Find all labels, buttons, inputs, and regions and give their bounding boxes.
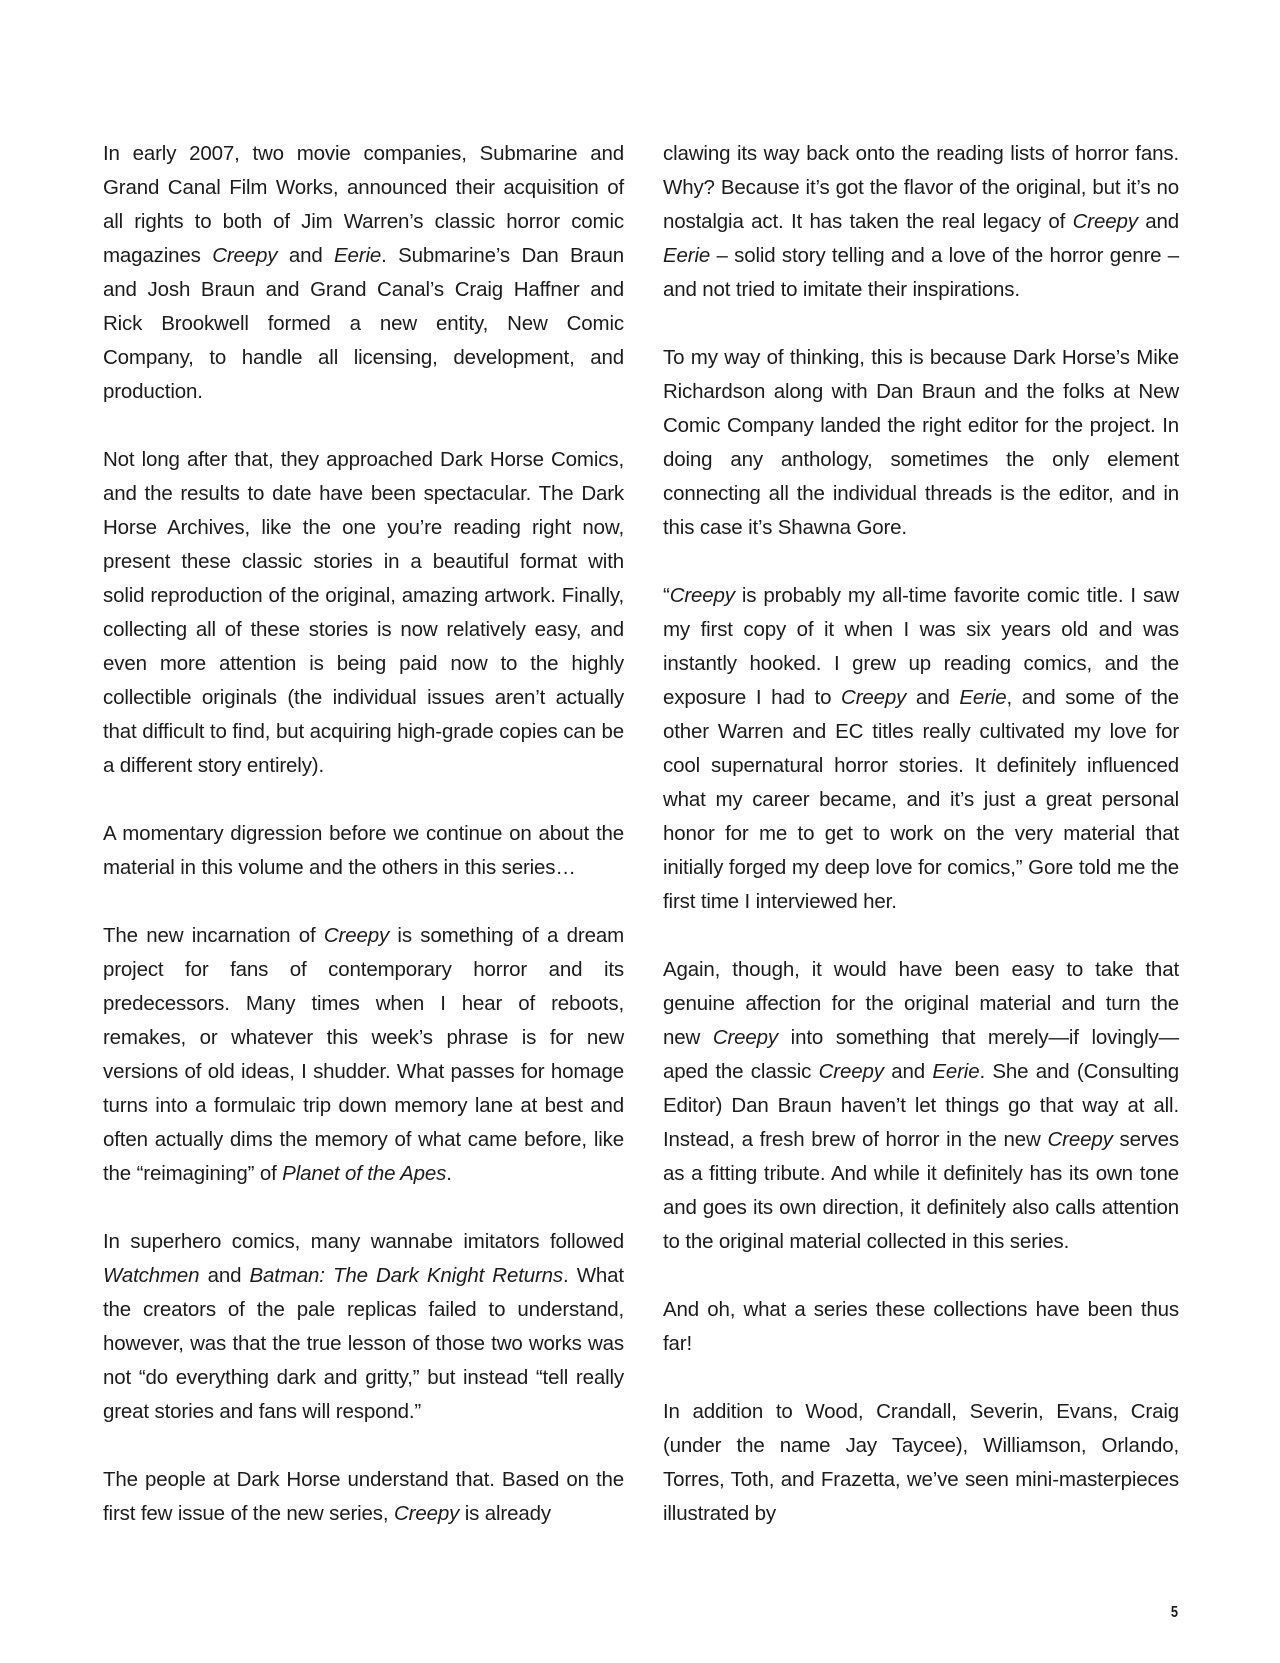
- paragraph: clawing its way back onto the reading lists of horror fans. Why? Because it’s got the flavor of the original, but it’s no nostalgia act. It has taken the real legacy of Creepy and Eerie – solid story telling and a love of the horror genre – and not tried to imitate their inspirations.: [663, 142, 1179, 301]
- paragraph: Not long after that, they approached Dark Horse Comics, and the results to date have been spectacular. The Dark Horse Archives, like the one you’re reading right now, present these classic stories in a beautiful format with solid reproduction of the original, amazing artwork. Finally, collecting all of these stories is now relatively easy, and even more attention is being paid now to the highly collectible originals (the individual issues aren’t actually that difficult to find, but acquiring high-grade copies can be a different story entirely).: [103, 448, 624, 777]
- paragraph: In superhero comics, many wannabe imitators followed Watchmen and Batman: The Dark Knight Returns. What the creators of the pale replicas failed to understand, however, was that the true lesson of those two works was not “do everything dark and gritty,” but instead “tell really great stories and fans will respond.”: [103, 1230, 624, 1423]
- page-number: 5: [1170, 1604, 1179, 1621]
- paragraph: Again, though, it would have been easy to take that genuine affection for the original material and turn the new Creepy into something that merely—if lovingly—aped the classic Creepy and Eerie. She and (Consulting Editor) Dan Braun haven’t let things go that way at all. Instead, a fresh brew of horror in the new Creepy serves as a fitting tribute. And while it definitely has its own tone and goes its own direction, it definitely also calls attention to the original material collected in this series.: [663, 958, 1180, 1253]
- paragraph: The new incarnation of Creepy is something of a dream project for fans of contemporary horror and its predecessors. Many times when I hear of reboots, remakes, or whatever this week’s phrase is for new versions of old ideas, I shudder. What passes for homage turns into a formulaic trip down memory lane at best and often actually dims the memory of what came before, like the “reimagining” of Planet of the Apes.: [103, 924, 624, 1185]
- paragraph: In addition to Wood, Crandall, Severin, Evans, Craig (under the name Jay Taycee), Williamson, Orlando, Torres, Toth, and Frazetta, we’ve seen mini-masterpieces illustrated by: [663, 1400, 1179, 1525]
- paragraph: And oh, what a series these collections have been thus far!: [663, 1298, 1179, 1355]
- paragraph: To my way of thinking, this is because Dark Horse’s Mike Richardson along with Dan Braun and the folks at New Comic Company landed the right editor for the project. In doing any anthology, sometimes the only element connecting all the individual threads is the editor, and in this case it’s Shawna Gore.: [663, 346, 1179, 539]
- paragraph: “Creepy is probably my all-time favorite comic title. I saw my first copy of it when I was six years old and was instantly hooked. I grew up reading comics, and the exposure I had to Creepy and Eerie, and some of the other Warren and EC titles really cultivated my love for cool supernatural horror stories. It definitely influenced what my career became, and it’s just a great personal honor for me to get to work on the very material that initially forged my deep love for comics,” Gore told me the first time I interviewed her.: [663, 584, 1179, 913]
- paragraph: In early 2007, two movie companies, Submarine and Grand Canal Film Works, announced their acquisition of all rights to both of Jim Warren’s classic horror comic magazines Creepy and Eerie. Submarine’s Dan Braun and Josh Braun and Grand Canal’s Craig Haffner and Rick Brookwell formed a new entity, New Comic Company, to handle all licensing, development, and production.: [103, 142, 624, 403]
- left-text-column: [103, 137, 624, 1531]
- paragraph: The people at Dark Horse understand that. Based on the first few issue of the new series, Creepy is already: [103, 1468, 624, 1525]
- paragraph: A momentary digression before we continue on about the material in this volume and the others in this series…: [103, 822, 624, 879]
- right-text-column: [663, 137, 1179, 1531]
